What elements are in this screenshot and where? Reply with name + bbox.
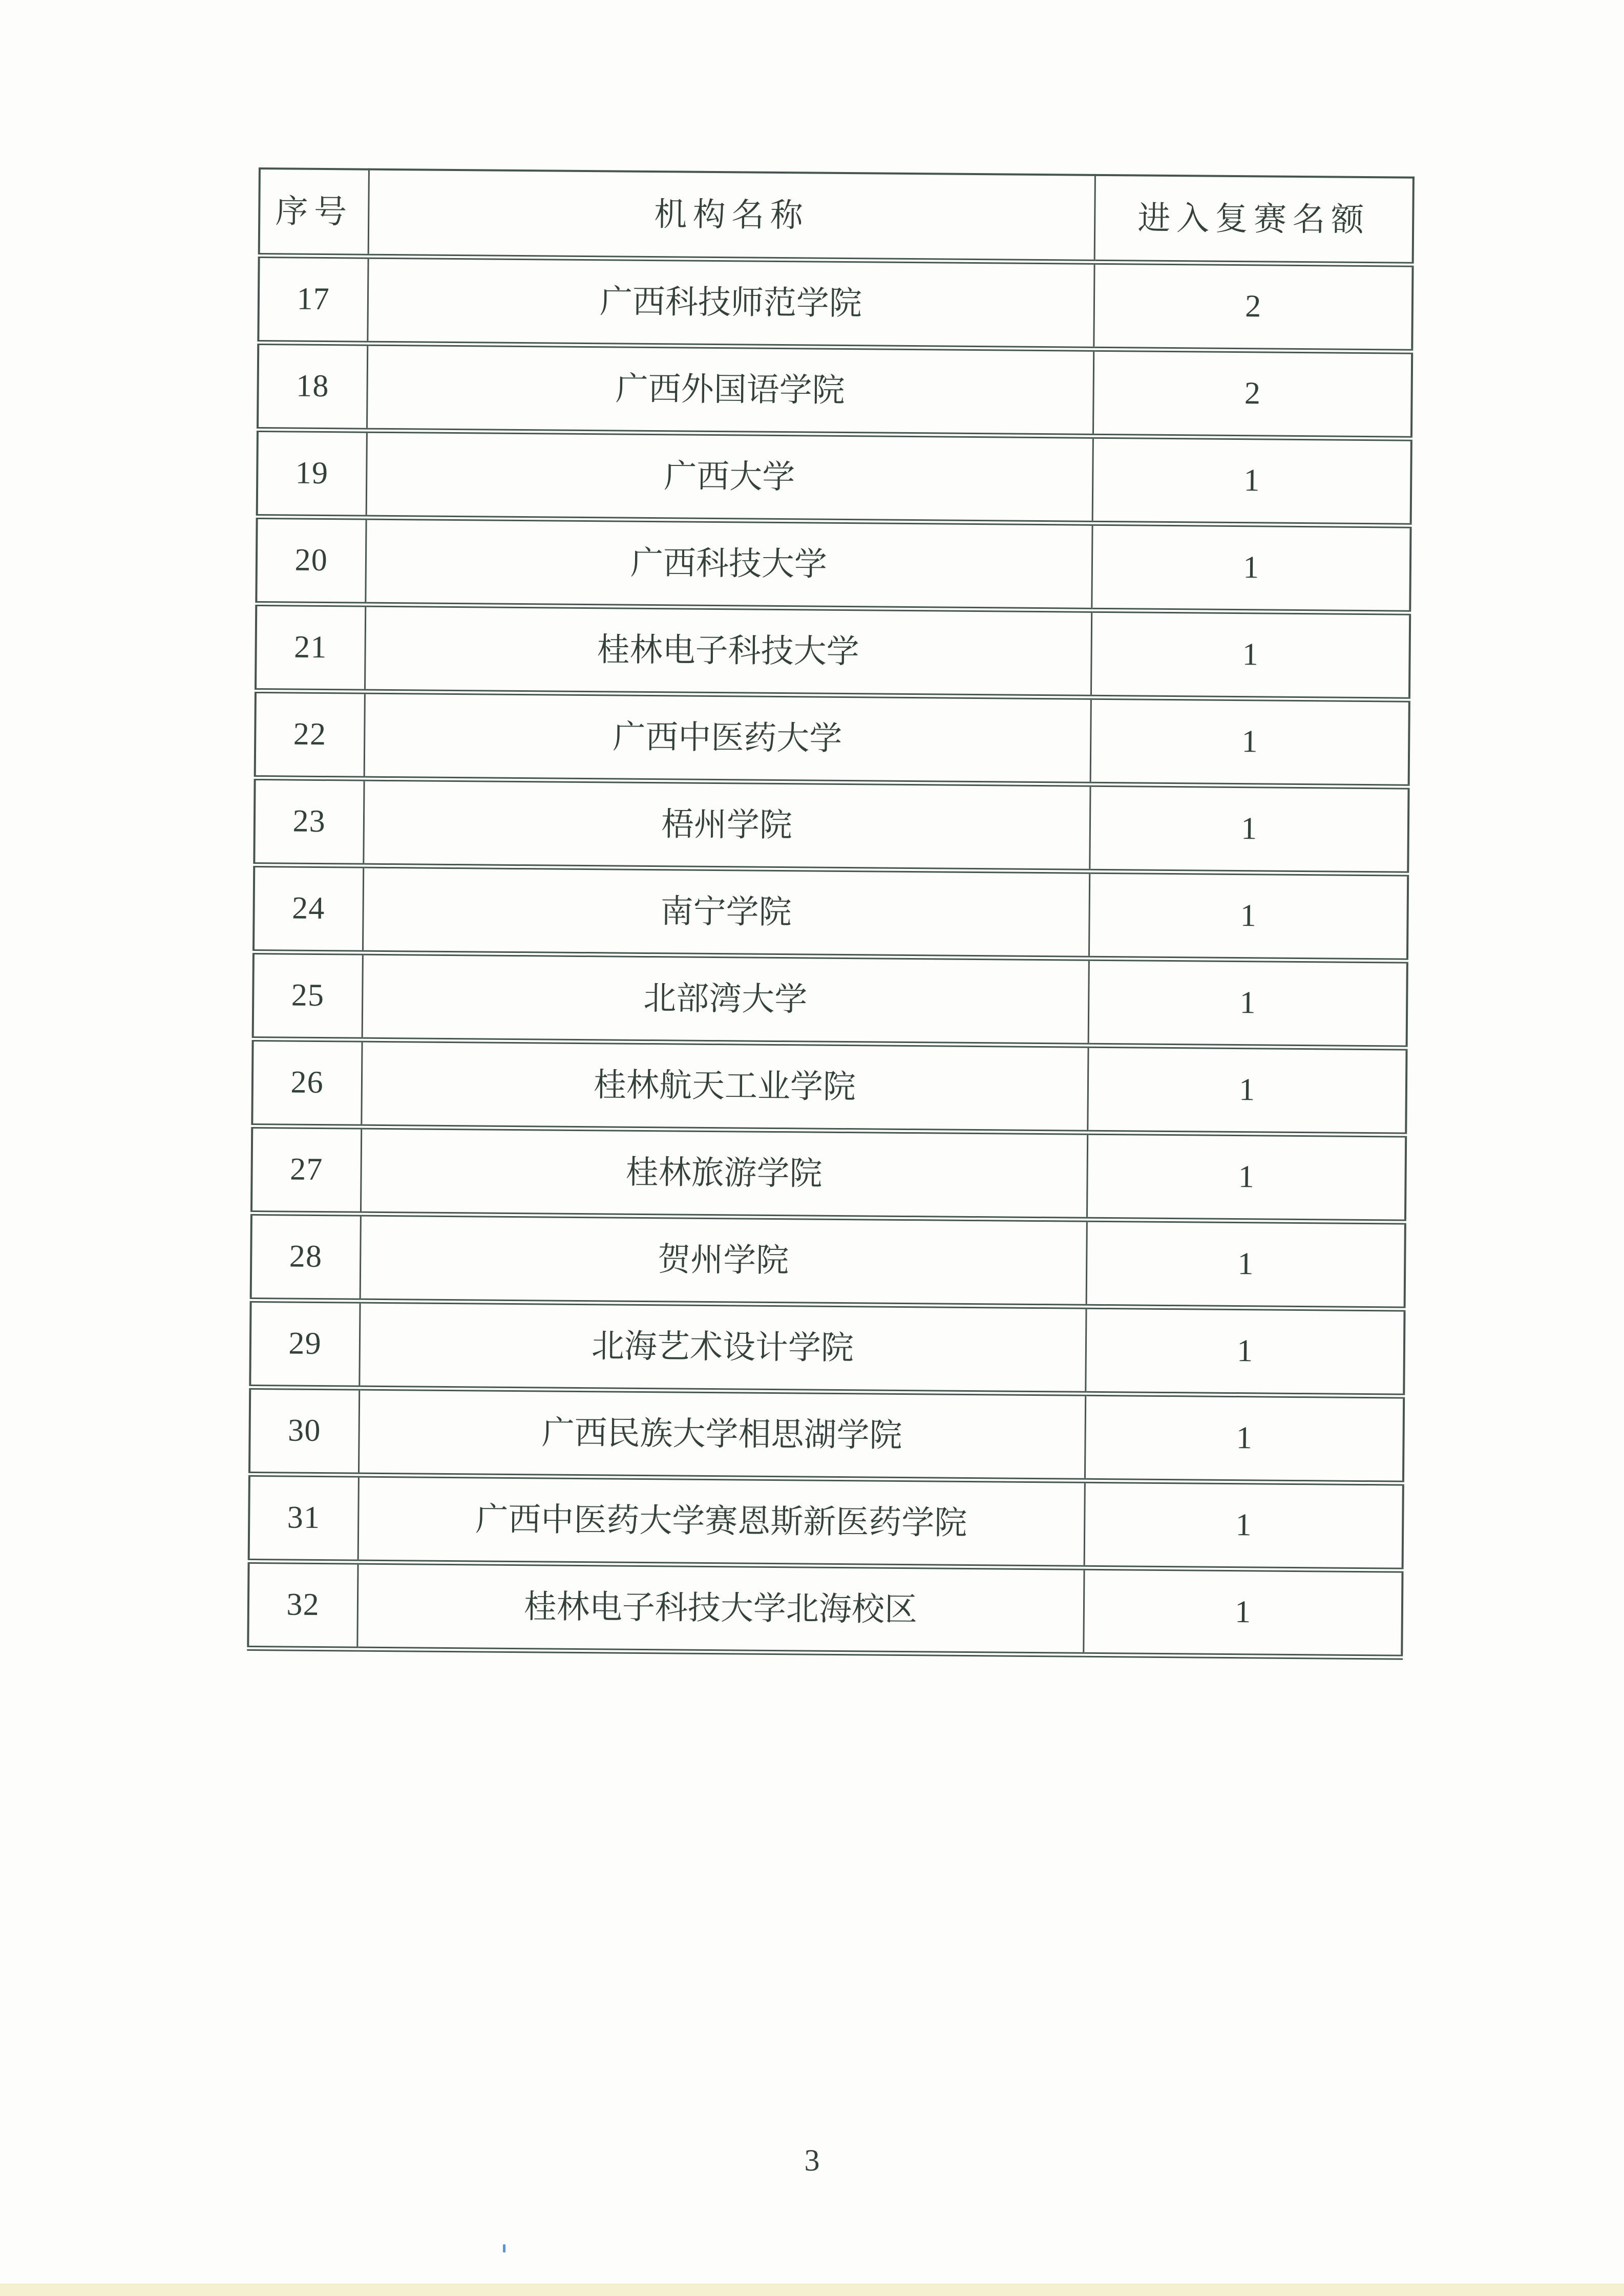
column-header-serial: 序号 bbox=[259, 168, 369, 257]
quota-cell: 1 bbox=[1087, 1046, 1406, 1135]
serial-cell: 17 bbox=[258, 256, 368, 344]
serial-cell: 24 bbox=[254, 865, 363, 953]
institution-cell: 桂林旅游学院 bbox=[361, 1127, 1087, 1220]
quota-cell: 1 bbox=[1089, 784, 1408, 874]
serial-cell: 20 bbox=[256, 517, 366, 605]
quota-cell: 1 bbox=[1087, 1133, 1406, 1222]
serial-cell: 31 bbox=[249, 1474, 358, 1562]
table-row bbox=[251, 1126, 1406, 1222]
table-row bbox=[252, 1039, 1406, 1135]
institution-cell: 广西中医药大学 bbox=[364, 692, 1091, 784]
serial-cell: 30 bbox=[249, 1387, 359, 1475]
table-row bbox=[251, 1213, 1405, 1309]
institution-cell: 广西科技大学 bbox=[365, 518, 1092, 610]
quota-cell: 1 bbox=[1091, 523, 1410, 613]
institution-cell: 广西外国语学院 bbox=[367, 344, 1093, 436]
institution-cell: 桂林航天工业学院 bbox=[361, 1040, 1088, 1133]
quota-cell: 1 bbox=[1089, 871, 1408, 961]
institution-cell: 桂林电子科技大学 bbox=[365, 605, 1091, 697]
table-row bbox=[253, 952, 1407, 1048]
column-header-institution: 机构名称 bbox=[368, 169, 1095, 262]
table-body bbox=[248, 256, 1412, 1657]
quota-cell: 1 bbox=[1091, 610, 1410, 700]
institution-cell: 广西中医药大学赛恩斯新医药学院 bbox=[358, 1475, 1085, 1568]
table-row bbox=[255, 691, 1409, 787]
institution-cell: 北海艺术设计学院 bbox=[359, 1301, 1086, 1394]
serial-cell: 27 bbox=[251, 1126, 361, 1214]
serial-cell: 23 bbox=[254, 778, 364, 866]
quota-cell: 1 bbox=[1083, 1568, 1402, 1657]
serial-cell: 21 bbox=[256, 604, 365, 692]
quota-cell: 1 bbox=[1086, 1220, 1405, 1309]
institution-cell: 北部湾大学 bbox=[362, 953, 1089, 1046]
institution-cell: 桂林电子科技大学北海校区 bbox=[357, 1562, 1084, 1655]
column-header-quota: 进入复赛名额 bbox=[1094, 175, 1414, 265]
serial-cell: 29 bbox=[250, 1300, 360, 1388]
table-row bbox=[257, 430, 1411, 526]
page-number: 3 bbox=[804, 2143, 820, 2177]
table-row bbox=[256, 604, 1410, 700]
table-row bbox=[256, 517, 1410, 613]
scan-speck-artifact bbox=[503, 2244, 505, 2252]
quota-cell: 2 bbox=[1093, 349, 1412, 439]
institution-cell: 贺州学院 bbox=[360, 1214, 1087, 1307]
serial-cell: 28 bbox=[251, 1213, 361, 1301]
table-row bbox=[249, 1474, 1403, 1570]
quota-cell: 1 bbox=[1088, 959, 1407, 1048]
serial-cell: 18 bbox=[258, 343, 367, 431]
serial-cell: 19 bbox=[257, 430, 367, 518]
header-row bbox=[259, 168, 1414, 265]
institution-cell: 广西民族大学相思湖学院 bbox=[358, 1388, 1085, 1481]
quota-cell: 1 bbox=[1084, 1481, 1403, 1570]
institution-cell: 广西科技师范学院 bbox=[367, 257, 1094, 349]
table-row bbox=[249, 1387, 1404, 1483]
serial-cell: 32 bbox=[248, 1561, 357, 1649]
institution-cell: 南宁学院 bbox=[363, 866, 1089, 959]
quota-cell: 1 bbox=[1085, 1307, 1404, 1396]
table-row bbox=[250, 1300, 1404, 1396]
quota-table bbox=[247, 167, 1415, 1660]
table-row bbox=[258, 256, 1412, 352]
scanner-edge-artifact bbox=[0, 2284, 1624, 2296]
institution-cell: 广西大学 bbox=[366, 431, 1093, 523]
table-row bbox=[258, 343, 1412, 439]
table-header bbox=[259, 168, 1414, 265]
table-row bbox=[248, 1561, 1402, 1657]
institution-cell: 梧州学院 bbox=[363, 779, 1090, 871]
serial-cell: 22 bbox=[255, 691, 365, 779]
table-row bbox=[254, 865, 1408, 961]
quota-cell: 1 bbox=[1085, 1394, 1404, 1483]
quota-cell: 1 bbox=[1092, 436, 1411, 526]
quota-cell: 2 bbox=[1093, 262, 1412, 352]
quota-table-wrap bbox=[247, 167, 1415, 1660]
table-row bbox=[254, 778, 1408, 874]
serial-cell: 26 bbox=[252, 1039, 362, 1127]
quota-cell: 1 bbox=[1090, 697, 1409, 787]
serial-cell: 25 bbox=[253, 952, 363, 1040]
